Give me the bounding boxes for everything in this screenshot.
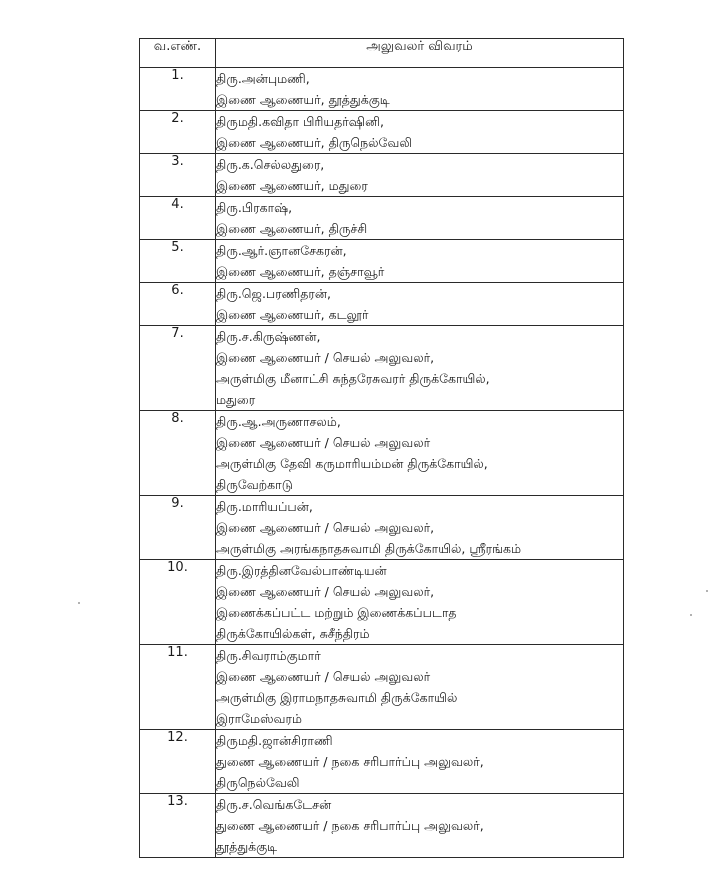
officer-details-cell [216, 240, 624, 283]
serial-number-cell: 12. [140, 730, 216, 794]
temple-name: அருள்மிகு அரங்கநாதசுவாமி திருக்கோயில், ஸ்ரீரங்கம் [216, 541, 522, 556]
officer-designation: இணை ஆணையர் / செயல் அலுவலர், [216, 584, 435, 599]
officer-designation: இணை ஆணையர் / செயல் அலுவலர், [216, 350, 435, 365]
officer-details-cell [216, 560, 624, 645]
table-row [140, 111, 624, 154]
serial-number-cell: 2. [140, 111, 216, 154]
officer-name: திரு.ச.வெங்கடேசன் [216, 797, 332, 812]
table-row [140, 560, 624, 645]
officer-name: திரு.ஜெ.பரணிதரன், [216, 286, 331, 301]
officer-details-cell [216, 730, 624, 794]
officer-designation: இணை ஆணையர் / செயல் அலுவலர் [216, 669, 431, 684]
officer-name: திரு.இரத்தினவேல்பாண்டியன் [216, 563, 387, 578]
serial-number-cell: 4. [140, 197, 216, 240]
officer-location: தூத்துக்குடி [216, 839, 278, 854]
serial-number-cell: 1. [140, 68, 216, 111]
table-header-row [140, 39, 624, 68]
officer-details-cell [216, 794, 624, 858]
table-row [140, 283, 624, 326]
officer-name: திருமதி.கவிதா பிரியதர்ஷினி, [216, 114, 385, 129]
serial-number-cell: 5. [140, 240, 216, 283]
serial-number-cell: 9. [140, 496, 216, 560]
table-row [140, 645, 624, 730]
officer-designation: இணை ஆணையர், தூத்துக்குடி [216, 92, 390, 107]
temple-name: அருள்மிகு தேவி கருமாரியம்மன் திருக்கோயில், [216, 456, 488, 471]
officer-name: திரு.ஆர்.ஞானசேகரன், [216, 243, 347, 258]
officer-details-cell [216, 645, 624, 730]
officer-details-cell [216, 326, 624, 411]
serial-number-cell: 8. [140, 411, 216, 496]
table-row [140, 496, 624, 560]
table-row [140, 240, 624, 283]
officer-designation: இணை ஆணையர் / செயல் அலுவலர், [216, 520, 435, 535]
serial-number-cell: 11. [140, 645, 216, 730]
temple-name: அருள்மிகு மீனாட்சி சுந்தரேசுவரர் திருக்கோயில், [216, 371, 490, 386]
officer-designation: துணை ஆணையர் / நகை சரிபார்ப்பு அலுவலர், [216, 818, 484, 833]
serial-number-cell: 3. [140, 154, 216, 197]
scan-speck [706, 590, 708, 592]
temple-location: திருக்கோயில்கள், சுசீந்திரம் [216, 626, 370, 641]
temple-location: திருவேற்காடு [216, 477, 293, 492]
officer-details-cell [216, 411, 624, 496]
temple-location: மதுரை [216, 392, 256, 407]
officer-designation: இணை ஆணையர் / செயல் அலுவலர் [216, 435, 431, 450]
header-officer-details: அலுவலர் விவரம் [216, 39, 624, 68]
temple-location: இராமேஸ்வரம் [216, 711, 302, 726]
officer-details-cell [216, 68, 624, 111]
table-row [140, 197, 624, 240]
serial-number-cell: 7. [140, 326, 216, 411]
header-serial-number: வ.எண். [140, 39, 216, 68]
table-row [140, 326, 624, 411]
scan-speck [690, 614, 692, 616]
officer-name: திரு.க.செல்லதுரை, [216, 157, 325, 172]
temple-name: இணைக்கப்பட்ட மற்றும் இணைக்கப்படாத [216, 605, 457, 620]
officer-details-cell [216, 496, 624, 560]
table-row [140, 68, 624, 111]
table-row [140, 411, 624, 496]
officer-location: திருநெல்வேலி [216, 775, 300, 790]
officer-details-cell [216, 111, 624, 154]
officers-table [139, 38, 624, 858]
officer-designation: இணை ஆணையர், மதுரை [216, 178, 368, 193]
serial-number-cell: 10. [140, 560, 216, 645]
officer-designation: இணை ஆணையர், கடலூர் [216, 307, 369, 322]
serial-number-cell: 13. [140, 794, 216, 858]
officer-name: திரு.அன்புமணி, [216, 71, 310, 86]
officer-designation: துணை ஆணையர் / நகை சரிபார்ப்பு அலுவலர், [216, 754, 484, 769]
temple-name: அருள்மிகு இராமநாதசுவாமி திருக்கோயில் [216, 690, 458, 705]
officer-name: திரு.பிரகாஷ், [216, 200, 293, 215]
officer-designation: இணை ஆணையர், தஞ்சாவூர் [216, 264, 385, 279]
officer-details-cell [216, 154, 624, 197]
table-row [140, 794, 624, 858]
officer-details-cell [216, 283, 624, 326]
officer-name: திருமதி.ஜான்சிராணி [216, 733, 333, 748]
serial-number-cell: 6. [140, 283, 216, 326]
officer-designation: இணை ஆணையர், திருநெல்வேலி [216, 135, 413, 150]
officer-name: திரு.ச.கிருஷ்ணன், [216, 329, 321, 344]
officer-name: திரு.ஆ.அருணாசலம், [216, 414, 341, 429]
table-row [140, 154, 624, 197]
scan-speck [78, 602, 80, 604]
officer-designation: இணை ஆணையர், திருச்சி [216, 221, 368, 236]
officer-name: திரு.சிவராம்குமார் [216, 648, 321, 663]
table-row [140, 730, 624, 794]
officer-name: திரு.மாரியப்பன், [216, 499, 313, 514]
officer-details-cell [216, 197, 624, 240]
